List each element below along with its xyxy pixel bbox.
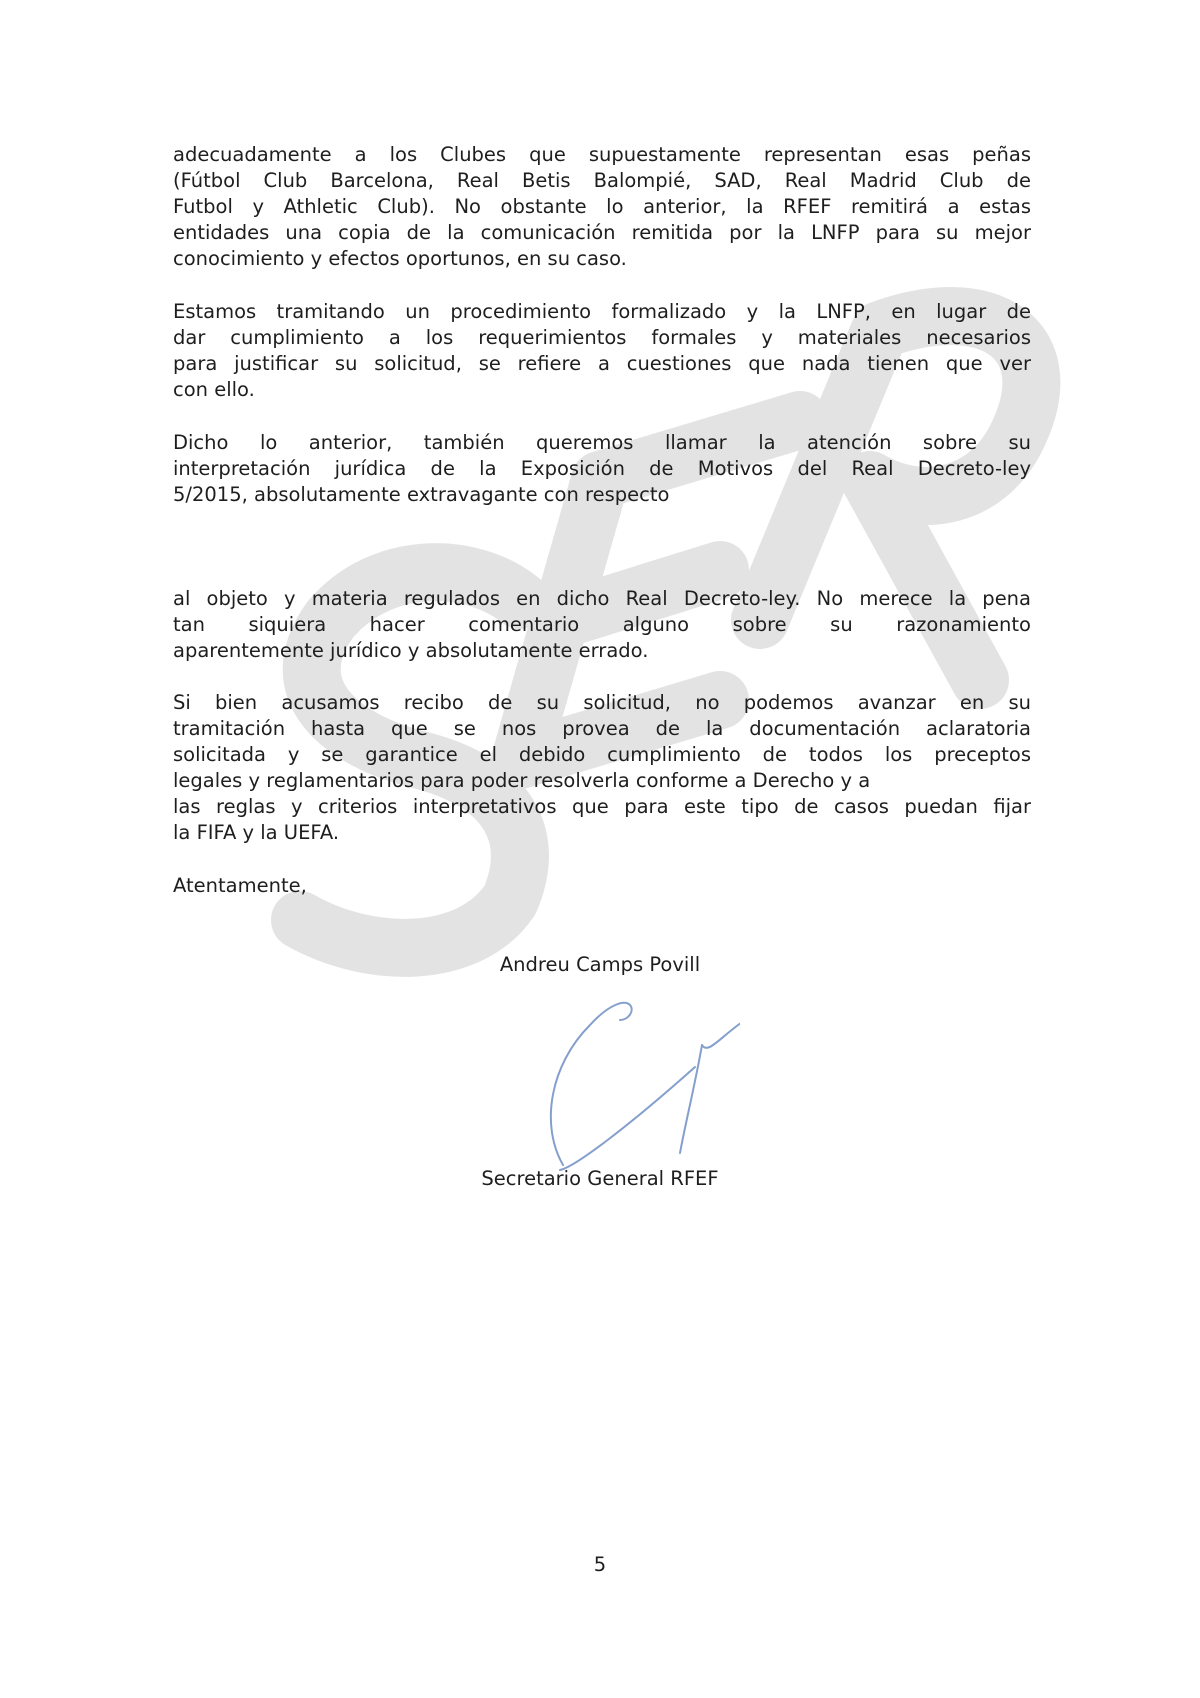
- closing: [173, 873, 1031, 899]
- paragraph-3: [173, 430, 1031, 508]
- signature-stroke: [560, 1067, 695, 1170]
- text-line: Si bien acusamos recibo de su solicitud, no podemos avanzar en su: [173, 691, 1031, 714]
- text-line: dar cumplimiento a los requerimientos formales y materiales necesarios: [173, 326, 1031, 349]
- signatory-title: Secretario General RFEF: [481, 1167, 719, 1190]
- signatory-name: Andreu Camps Povill: [499, 953, 701, 976]
- signature-stroke: [702, 1020, 740, 1048]
- text-line: tramitación hasta que se nos provea de la documentación aclaratoria: [173, 717, 1031, 740]
- closing-text: Atentamente,: [173, 874, 307, 897]
- signature: [480, 975, 740, 1180]
- text-line: la FIFA y la UEFA.: [173, 821, 340, 844]
- text-line: (Fútbol Club Barcelona, Real Betis Balompié, SAD, Real Madrid Club de: [173, 169, 1031, 192]
- text-line: Estamos tramitando un procedimiento formalizado y la LNFP, en lugar de: [173, 300, 1031, 323]
- text-line: solicitada y se garantice el debido cumplimiento de todos los preceptos: [173, 743, 1031, 766]
- text-line: adecuadamente a los Clubes que supuestamente representan esas peñas: [173, 143, 1031, 166]
- text-line: aparentemente jurídico y absolutamente errado.: [173, 639, 649, 662]
- text-line: 5/2015, absolutamente extravagante con respecto: [173, 483, 670, 506]
- text-line: para justificar su solicitud, se refiere a cuestiones que nada tienen que ver: [173, 352, 1031, 375]
- signature-stroke: [551, 1003, 632, 1165]
- text-line: legales y reglamentarios para poder resolverla conforme a Derecho y a: [173, 769, 871, 792]
- text-line: entidades una copia de la comunicación remitida por la LNFP para su mejor: [173, 221, 1031, 244]
- text-line: interpretación jurídica de la Exposición de Motivos del Real Decreto-ley: [173, 457, 1031, 480]
- text-line: Dicho lo anterior, también queremos llamar la atención sobre su: [173, 431, 1031, 454]
- text-line: las reglas y criterios interpretativos que para este tipo de casos puedan fijar: [173, 795, 1031, 818]
- paragraph-4: [173, 586, 1031, 664]
- page-number: 5: [593, 1553, 607, 1576]
- text-line: conocimiento y efectos oportunos, en su caso.: [173, 247, 627, 270]
- text-line: Futbol y Athletic Club). No obstante lo anterior, la RFEF remitirá a estas: [173, 195, 1031, 218]
- paragraph-5: [173, 690, 1031, 846]
- text-line: al objeto y materia regulados en dicho Real Decreto-ley. No merece la pena: [173, 587, 1031, 610]
- text-line: tan siquiera hacer comentario alguno sobre su razonamiento: [173, 613, 1031, 636]
- paragraph-2: [173, 299, 1031, 403]
- signature-stroke: [680, 1045, 702, 1153]
- paragraph-1: [173, 142, 1031, 272]
- text-line: con ello.: [173, 378, 255, 401]
